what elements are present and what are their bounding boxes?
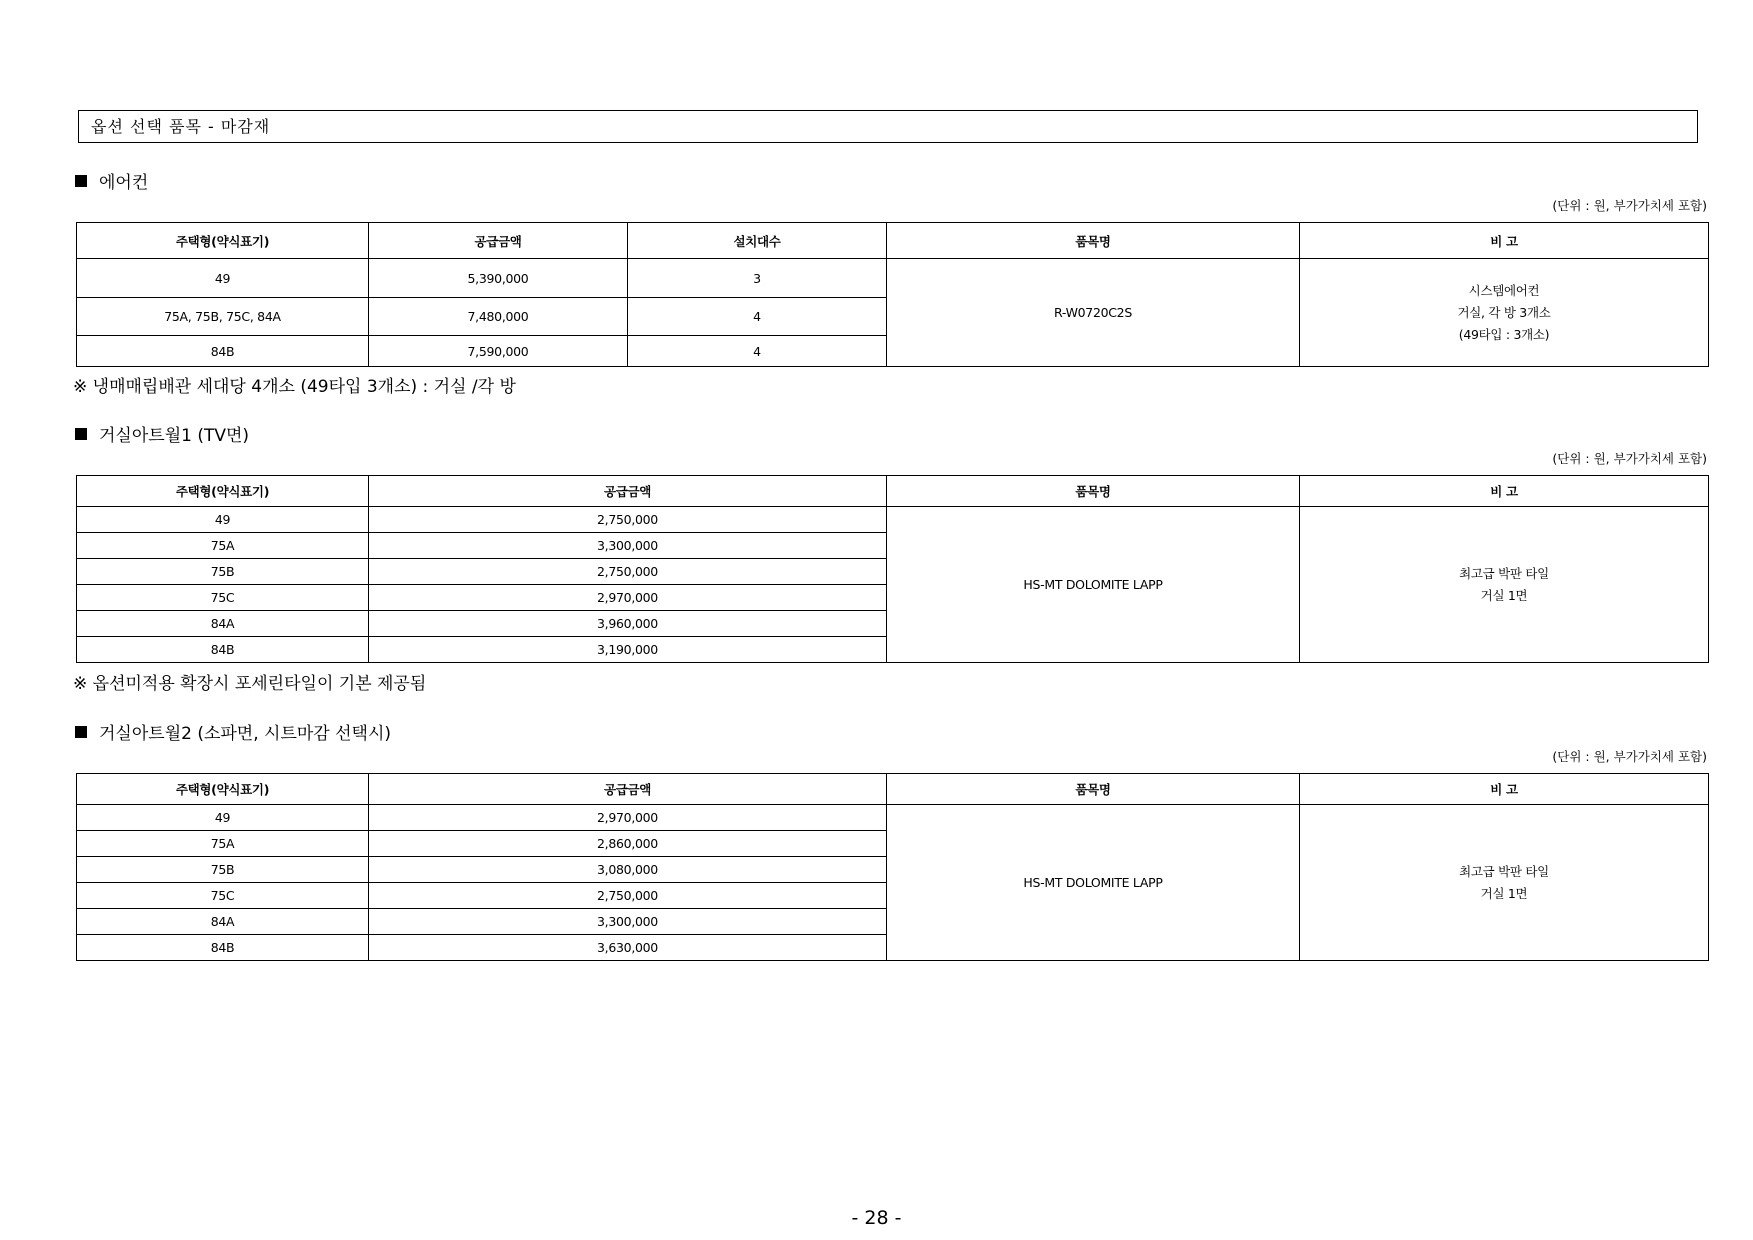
remarks-cell [1300, 507, 1709, 663]
header-cell: 품목명 [887, 476, 1300, 507]
header-cell: 비 고 [1300, 476, 1709, 507]
header-cell: 주택형(약식표기) [77, 223, 369, 259]
footnote: ※ 냉매매립배관 세대당 4개소 (49타입 3개소) : 거실 /각 방 [73, 377, 516, 397]
header-cell: 주택형(약식표기) [77, 774, 369, 805]
type-cell: 75A [77, 831, 369, 857]
square-bullet-icon [75, 726, 87, 738]
count-cell: 4 [628, 298, 887, 336]
count-cell: 4 [628, 336, 887, 367]
unit-note: (단위 : 원, 부가가치세 포함) [1552, 749, 1707, 764]
item-name-cell: HS-MT DOLOMITE LAPP [887, 507, 1300, 663]
remark-line: 시스템에어컨 [1468, 282, 1540, 298]
document-title: 옵션 선택 품목 - 마감재 [78, 110, 1698, 143]
unit-note: (단위 : 원, 부가가치세 포함) [1552, 198, 1707, 213]
square-bullet-icon [75, 428, 87, 440]
header-cell: 주택형(약식표기) [77, 476, 369, 507]
price-cell: 2,750,000 [369, 883, 887, 909]
section-heading-label: 거실아트월1 (TV면) [99, 426, 250, 446]
type-cell: 84B [77, 336, 369, 367]
remark-line: 최고급 박판 타일 [1459, 565, 1549, 581]
section-heading-label: 거실아트월2 (소파면, 시트마감 선택시) [99, 724, 392, 744]
type-cell: 75A [77, 533, 369, 559]
header-cell: 비 고 [1300, 223, 1709, 259]
remark-line: 거실 1면 [1480, 587, 1528, 603]
table-header-row [77, 476, 1709, 507]
footnote: ※ 옵션미적용 확장시 포세린타일이 기본 제공됨 [73, 674, 427, 694]
type-cell: 75A, 75B, 75C, 84A [77, 298, 369, 336]
item-name-cell: HS-MT DOLOMITE LAPP [887, 805, 1300, 961]
type-cell: 49 [77, 507, 369, 533]
type-cell: 84B [77, 935, 369, 961]
count-cell: 3 [628, 259, 887, 298]
price-cell: 2,860,000 [369, 831, 887, 857]
section-heading-artwall1 [75, 421, 249, 446]
type-cell: 75C [77, 883, 369, 909]
price-cell: 3,630,000 [369, 935, 887, 961]
price-cell: 3,300,000 [369, 533, 887, 559]
square-bullet-icon [75, 175, 87, 187]
price-cell: 2,750,000 [369, 559, 887, 585]
header-cell: 공급금액 [369, 774, 887, 805]
price-cell: 3,080,000 [369, 857, 887, 883]
type-cell: 84A [77, 909, 369, 935]
type-cell: 84B [77, 637, 369, 663]
price-cell: 3,300,000 [369, 909, 887, 935]
remark-line: 거실, 각 방 3개소 [1457, 304, 1551, 320]
remarks-cell [1300, 805, 1709, 961]
header-cell: 품목명 [887, 774, 1300, 805]
price-cell: 7,590,000 [369, 336, 628, 367]
remark-line: 거실 1면 [1480, 885, 1528, 901]
type-cell: 75B [77, 857, 369, 883]
aircon-table [76, 222, 1709, 367]
page-number: - 28 - [851, 1207, 902, 1229]
price-cell: 2,970,000 [369, 805, 887, 831]
section-heading-aircon [75, 168, 148, 193]
type-cell: 84A [77, 611, 369, 637]
header-cell: 공급금액 [369, 476, 887, 507]
type-cell: 75C [77, 585, 369, 611]
table-row [77, 259, 1709, 298]
artwall1-table [76, 475, 1709, 663]
price-cell: 7,480,000 [369, 298, 628, 336]
table-header-row [77, 223, 1709, 259]
artwall2-table [76, 773, 1709, 961]
remark-line: 최고급 박판 타일 [1459, 863, 1549, 879]
type-cell: 75B [77, 559, 369, 585]
section-heading-artwall2 [75, 719, 391, 744]
unit-note: (단위 : 원, 부가가치세 포함) [1552, 451, 1707, 466]
price-cell: 3,960,000 [369, 611, 887, 637]
price-cell: 2,750,000 [369, 507, 887, 533]
section-heading-label: 에어컨 [99, 173, 149, 193]
table-row [77, 507, 1709, 533]
type-cell: 49 [77, 259, 369, 298]
type-cell: 49 [77, 805, 369, 831]
header-cell: 공급금액 [369, 223, 628, 259]
header-cell: 비 고 [1300, 774, 1709, 805]
remark-line: (49타입 : 3개소) [1458, 326, 1550, 342]
price-cell: 2,970,000 [369, 585, 887, 611]
price-cell: 3,190,000 [369, 637, 887, 663]
header-cell: 품목명 [887, 223, 1300, 259]
table-row [77, 805, 1709, 831]
price-cell: 5,390,000 [369, 259, 628, 298]
item-name-cell: R-W0720C2S [887, 259, 1300, 367]
remarks-cell [1300, 259, 1709, 367]
header-cell: 설치대수 [628, 223, 887, 259]
table-header-row [77, 774, 1709, 805]
